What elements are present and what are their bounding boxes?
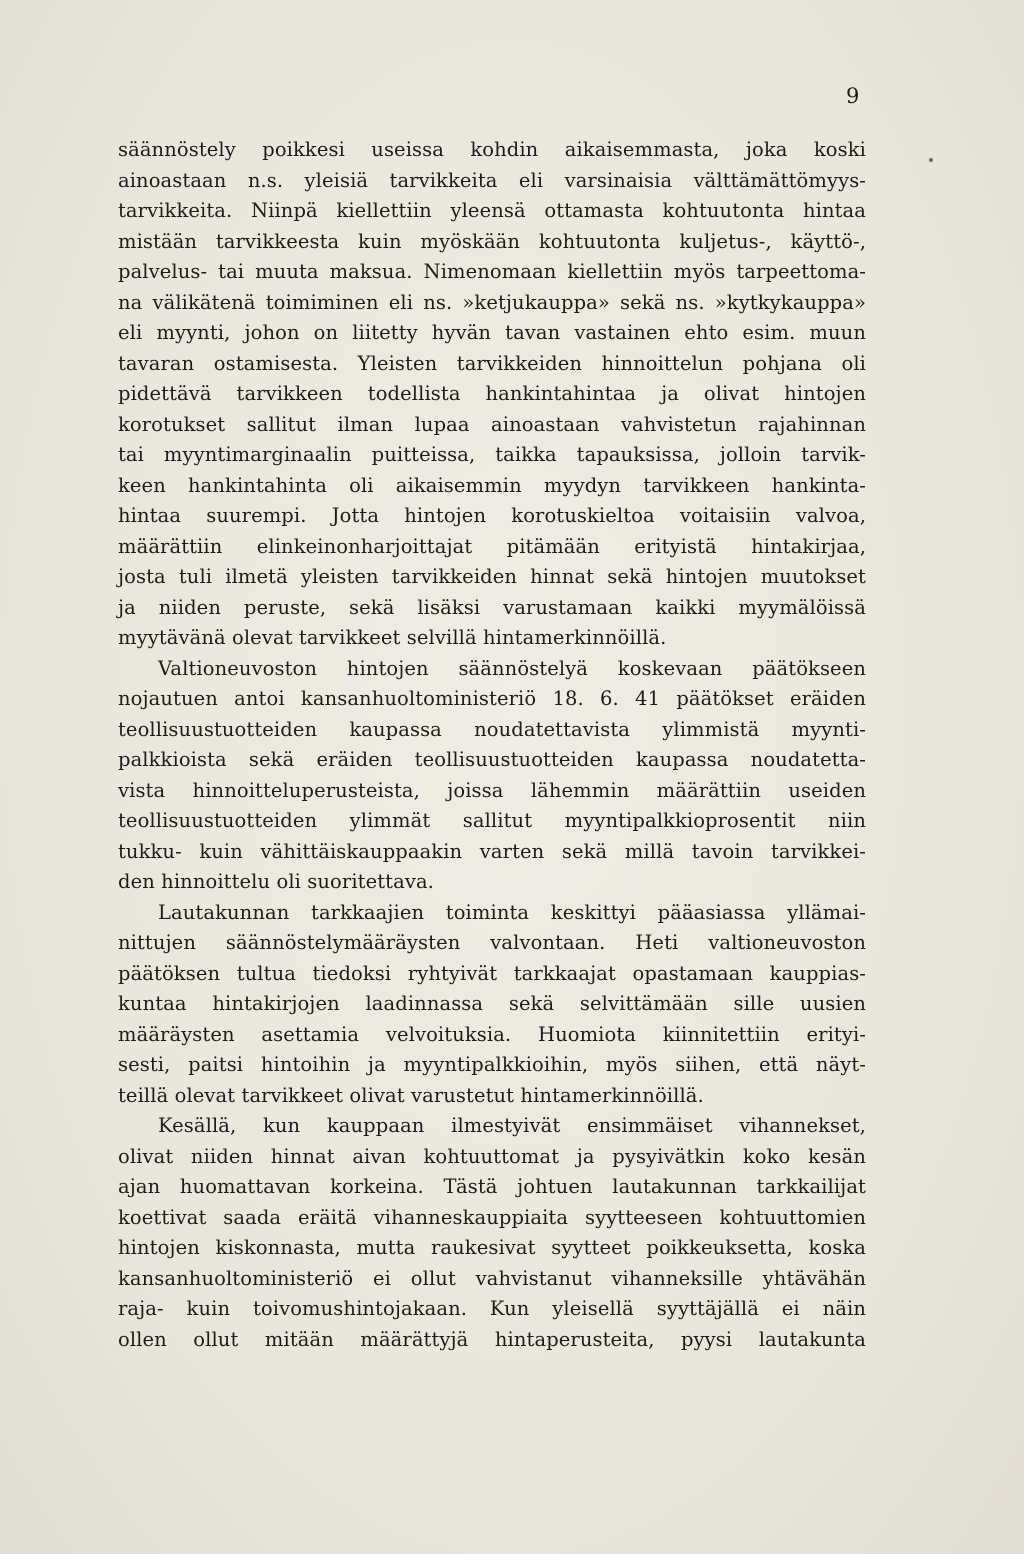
text-line: Valtioneuvoston hintojen säännöstelyä koskevaan päätökseen	[158, 656, 866, 680]
text-line: määrättiin elinkeinonharjoittajat pitämään erityistä hintakirjaa,	[118, 534, 866, 558]
text-line: kansanhuoltoministeriö ei ollut vahvistanut vihanneksille yhtävähän	[118, 1266, 866, 1290]
text-line: den hinnoittelu oli suoritettava.	[118, 870, 434, 893]
text-line: nojautuen antoi kansanhuoltoministeriö 18. 6. 41 päätökset eräiden	[118, 687, 866, 710]
text-line: nittujen säännöstelymääräysten valvontaan. Heti valtioneuvoston	[118, 931, 866, 954]
text-line: vista hinnoitteluperusteista, joissa lähemmin määrättiin useiden	[118, 778, 866, 802]
page-number: 9	[846, 84, 860, 108]
text-line: olivat niiden hinnat aivan kohtuuttomat ja pysyivätkin koko kesän	[118, 1144, 866, 1168]
text-line: eli myynti, johon on liitetty hyvän tavan vastainen ehto esim. muun	[118, 321, 866, 344]
text-line: na välikätenä toimiminen eli ns. »ketjukauppa» sekä ns. »kytkykauppa»	[118, 290, 866, 314]
text-line: tarvikkeita. Niinpä kiellettiin yleensä ottamasta kohtuutonta hintaa	[118, 199, 866, 222]
margin-dot	[929, 158, 933, 162]
text-line: keen hankintahinta oli aikaisemmin myydyn tarvikkeen hankinta-	[118, 473, 866, 497]
text-line: kuntaa hintakirjojen laadinnassa sekä selvittämään sille uusien	[118, 992, 866, 1015]
text-line: raja- kuin toivomushintojakaan. Kun yleisellä syyttäjällä ei näin	[118, 1297, 866, 1320]
text-line: tukku- kuin vähittäiskauppaakin varten sekä millä tavoin tarvikkei-	[118, 839, 866, 863]
text-line: päätöksen tultua tiedoksi ryhtyivät tarkkaajat opastamaan kauppias-	[118, 961, 866, 985]
text-line: Lautakunnan tarkkaajien toiminta keskittyi pääasiassa yllämai-	[158, 900, 866, 924]
text-line: hintojen kiskonnasta, mutta raukesivat syytteet poikkeuksetta, koska	[118, 1236, 866, 1259]
text-line: tavaran ostamisesta. Yleisten tarvikkeiden hinnoittelun pohjana oli	[118, 351, 866, 375]
text-line: palvelus- tai muuta maksua. Nimenomaan kiellettiin myös tarpeettoma-	[118, 260, 866, 283]
text-line: teollisuustuotteiden ylimmät sallitut myyntipalkkioprosentit niin	[118, 809, 866, 832]
text-line: ajan huomattavan korkeina. Tästä johtuen lautakunnan tarkkailijat	[118, 1175, 866, 1198]
body-text	[118, 135, 866, 1355]
text-line: korotukset sallitut ilman lupaa ainoastaan vahvistetun rajahinnan	[118, 412, 866, 436]
text-line: Kesällä, kun kauppaan ilmestyivät ensimmäiset vihannekset,	[158, 1114, 866, 1137]
text-line: koettivat saada eräitä vihanneskauppiaita syytteeseen kohtuuttomien	[118, 1205, 866, 1229]
text-line: myytävänä olevat tarvikkeet selvillä hintamerkinnöillä.	[118, 626, 667, 649]
text-line: hintaa suurempi. Jotta hintojen korotuskieltoa voitaisiin valvoa,	[118, 504, 866, 527]
text-line: säännöstely poikkesi useissa kohdin aikaisemmasta, joka koski	[118, 138, 866, 161]
text-line: pidettävä tarvikkeen todellista hankintahintaa ja olivat hintojen	[118, 382, 866, 405]
text-line: mistään tarvikkeesta kuin myöskään kohtuutonta kuljetus-, käyttö-,	[118, 229, 866, 253]
text-line: määräysten asettamia velvoituksia. Huomiota kiinnitettiin erityi-	[118, 1022, 866, 1046]
text-line: ainoastaan n.s. yleisiä tarvikkeita eli varsinaisia välttämättömyys-	[118, 168, 866, 192]
text-line: teollisuustuotteiden kaupassa noudatettavista ylimmistä myynti-	[118, 717, 866, 741]
text-line: teillä olevat tarvikkeet olivat varustetut hintamerkinnöillä.	[118, 1083, 704, 1107]
text-line: palkkioista sekä eräiden teollisuustuotteiden kaupassa noudatetta-	[118, 748, 866, 771]
text-line: sesti, paitsi hintoihin ja myyntipalkkioihin, myös siihen, että näyt-	[118, 1053, 866, 1076]
text-line: ja niiden peruste, sekä lisäksi varustamaan kaikki myymälöissä	[118, 595, 866, 619]
text-line: tai myyntimarginaalin puitteissa, taikka tapauksissa, jolloin tarvik-	[118, 443, 866, 466]
text-line: ollen ollut mitään määrättyjä hintaperusteita, pyysi lautakunta	[118, 1327, 866, 1351]
text-line: josta tuli ilmetä yleisten tarvikkeiden hinnat sekä hintojen muutokset	[118, 565, 866, 588]
